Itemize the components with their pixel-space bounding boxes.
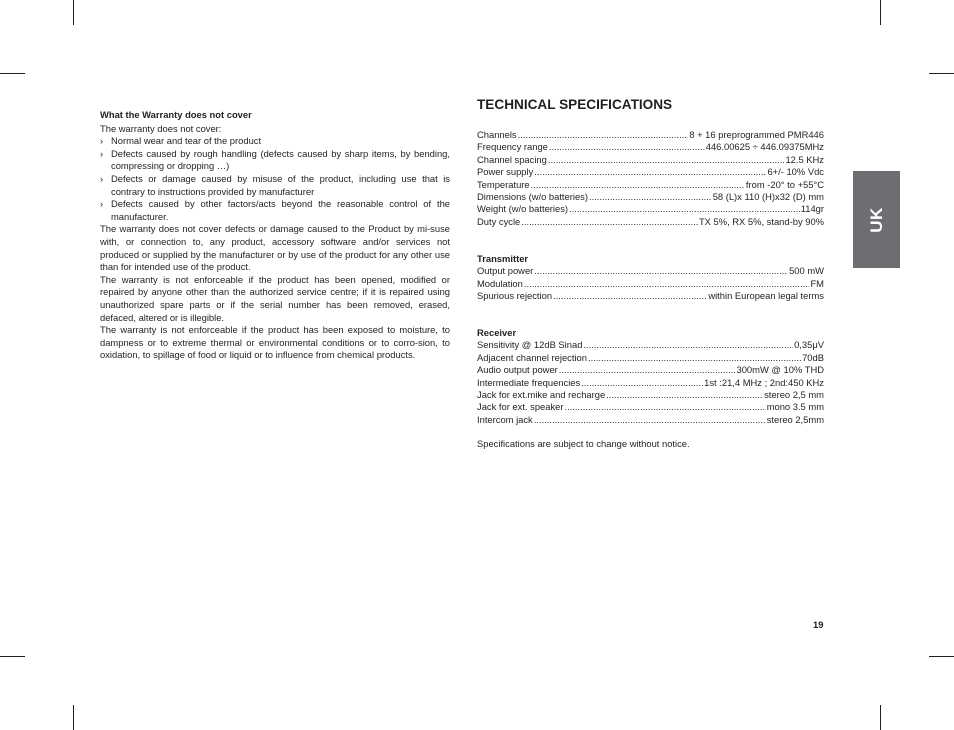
list-item: [100, 148, 450, 173]
spec-row: [477, 179, 824, 191]
spec-row: [477, 191, 824, 203]
warranty-paragraph: The warranty does not cover defects or damage caused to the Product by mi-suse with, or connection to, any product, accessory software and/or services not produced or supplied by the manufacturer or by use of the product for any other use than for intended use of the product.: [100, 223, 450, 273]
spec-value: 300mW @ 10% THD: [736, 364, 824, 376]
bullet-icon: ›: [100, 172, 104, 184]
specifications-note: Specifications are subject to change without notice.: [477, 438, 690, 449]
spec-label: Power supply: [477, 166, 534, 178]
dot-leader: [524, 278, 810, 290]
spec-label: Temperature: [477, 178, 530, 190]
bullet-icon: ›: [100, 147, 104, 159]
spec-row: [477, 414, 824, 426]
dot-leader: [518, 129, 689, 141]
dot-leader: [606, 389, 763, 401]
list-item-text: Defects caused by other factors/acts beyond the reasonable control of the manufacturer.: [111, 198, 450, 222]
spec-row: [477, 401, 824, 413]
page-number: 19: [813, 619, 824, 630]
spec-value: FM: [810, 277, 824, 289]
general-specs: [477, 129, 824, 228]
crop-mark: [929, 656, 954, 657]
warranty-section: [100, 109, 450, 362]
spec-row: [477, 129, 824, 141]
spec-value: 0,35μV: [794, 339, 824, 351]
dot-leader: [534, 414, 766, 426]
spec-label: Frequency range: [477, 141, 548, 153]
spec-label: Intermediate frequencies: [477, 376, 581, 388]
language-tab: [853, 171, 900, 268]
dot-leader: [565, 401, 766, 413]
dot-leader: [534, 265, 788, 277]
spec-label: Output power: [477, 265, 534, 277]
dot-leader: [534, 166, 766, 178]
specifications-section: [477, 96, 824, 449]
spec-value: 114gr: [800, 203, 824, 215]
dot-leader: [553, 290, 707, 302]
spec-row: [477, 290, 824, 302]
bullet-icon: ›: [100, 135, 104, 147]
spec-row: [477, 166, 824, 178]
spec-label: Weight (w/o batteries): [477, 203, 569, 215]
crop-mark: [0, 73, 25, 74]
spec-label: Dimensions (w/o batteries): [477, 190, 588, 202]
crop-mark: [880, 705, 881, 730]
warranty-paragraph: The warranty is not enforceable if the product has been exposed to moisture, to dampness or to extreme thermal or environmental conditions or to corro-sion, to oxidation, to spillage of food or liquid or to influence from chemical products.: [100, 324, 450, 361]
transmitter-specs: [477, 253, 824, 303]
dot-leader: [589, 191, 712, 203]
spec-value: mono 3.5 mm: [766, 401, 824, 413]
spec-label: Duty cycle: [477, 215, 521, 227]
spec-row: [477, 141, 824, 153]
spec-row: [477, 339, 824, 351]
crop-mark: [929, 73, 954, 74]
spec-value: 446.00625 ÷ 446.09375MHz: [705, 141, 824, 153]
spec-row: [477, 265, 824, 277]
spec-label: Jack for ext. speaker: [477, 401, 564, 413]
language-tab-label: UK: [866, 206, 886, 233]
list-item: [100, 135, 450, 148]
spec-value: 6+/- 10% Vdc: [767, 166, 824, 178]
spec-value: 70dB: [802, 351, 824, 363]
spec-row: [477, 278, 824, 290]
spec-label: Modulation: [477, 277, 523, 289]
spec-value: 58 (L)x 110 (H)x32 (D) mm: [712, 190, 824, 202]
dot-leader: [588, 352, 801, 364]
crop-mark: [73, 0, 74, 25]
dot-leader: [583, 339, 793, 351]
dot-leader: [569, 203, 800, 215]
spec-row: [477, 364, 824, 376]
dot-leader: [548, 154, 785, 166]
transmitter-title: Transmitter: [477, 253, 529, 264]
warranty-heading: What the Warranty does not cover: [100, 109, 252, 120]
bullet-icon: ›: [100, 198, 104, 210]
spec-row: [477, 377, 824, 389]
spec-value: 12.5 KHz: [785, 153, 824, 165]
spec-value: from -20° to +55°C: [745, 178, 824, 190]
spec-label: Channels: [477, 129, 517, 140]
spec-label: Sensitivity @ 12dB Sinad: [477, 339, 583, 351]
spec-value: 8 + 16 preprogrammed PMR446: [689, 129, 824, 140]
spec-label: Adjacent channel rejection: [477, 351, 587, 363]
spec-label: Spurious rejection: [477, 290, 553, 302]
dot-leader: [559, 364, 736, 376]
spec-row: [477, 203, 824, 215]
crop-mark: [880, 0, 881, 25]
list-item-text: Normal wear and tear of the product: [111, 135, 262, 147]
warranty-bullet-list: [100, 135, 450, 223]
specifications-title: TECHNICAL SPECIFICATIONS: [477, 97, 673, 112]
receiver-title: Receiver: [477, 327, 517, 338]
warranty-intro: The warranty does not cover:: [100, 122, 222, 134]
spec-value: TX 5%, RX 5%, stand-by 90%: [698, 215, 824, 227]
dot-leader: [521, 216, 698, 228]
spec-label: Channel spacing: [477, 153, 547, 165]
spec-label: Jack for ext.mike and recharge: [477, 388, 606, 400]
dot-leader: [531, 179, 745, 191]
spec-row: [477, 352, 824, 364]
spec-value: stereo 2,5 mm: [764, 388, 824, 400]
spec-value: 1st :21,4 MHz ; 2nd:450 KHz: [704, 376, 824, 388]
receiver-specs: [477, 327, 824, 426]
spec-value: 500 mW: [789, 265, 824, 277]
list-item: [100, 173, 450, 198]
spec-value: stereo 2,5mm: [766, 413, 824, 425]
spec-value: within European legal terms: [708, 290, 824, 302]
spec-row: [477, 154, 824, 166]
crop-mark: [0, 656, 25, 657]
list-item: [100, 198, 450, 223]
list-item-text: Defects or damage caused by misuse of the product, including use that is contrary to instructions provided by manufacturer: [111, 172, 450, 197]
spec-row: [477, 389, 824, 401]
spec-label: Intercom jack: [477, 413, 533, 425]
list-item-text: Defects caused by rough handling (defects caused by sharp items, by bending, compressing or dropping …): [111, 147, 450, 172]
crop-mark: [73, 705, 74, 730]
spec-label: Audio output power: [477, 364, 558, 376]
dot-leader: [581, 377, 703, 389]
spec-row: [477, 216, 824, 228]
dot-leader: [549, 141, 705, 153]
warranty-paragraph: The warranty is not enforceable if the product has been opened, modified or repaired by anyone other than the authorized service centre; if it is repaired using unauthorized spare parts or if the serial number has been removed, erased, defaced, altered or is illegible.: [100, 273, 450, 323]
